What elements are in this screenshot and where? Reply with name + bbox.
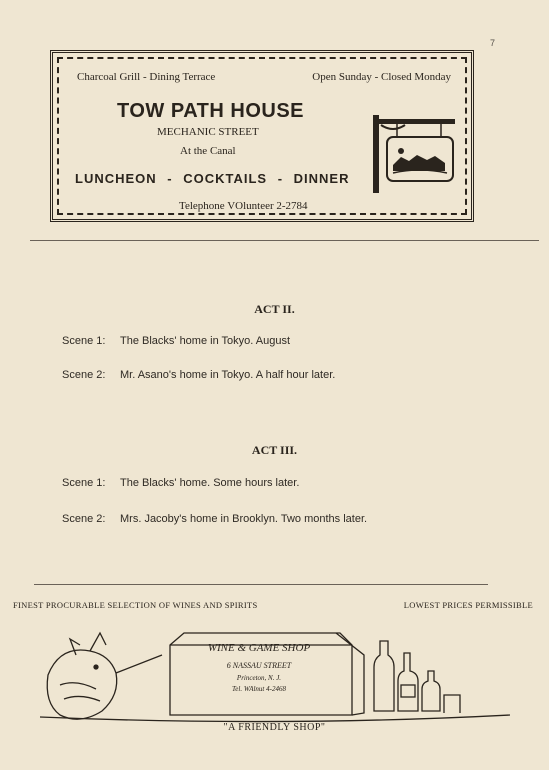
scene-description: Mr. Asano's home in Tokyo. A half hour later. <box>120 369 336 381</box>
game-bird-icon <box>47 633 162 719</box>
ad-left-note: Charcoal Grill - Dining Terrace <box>77 71 216 83</box>
restaurant-name: TOW PATH HOUSE <box>117 100 304 122</box>
scene-description: The Blacks' home. Some hours later. <box>120 477 300 489</box>
act-ii-scene-2 <box>62 369 335 381</box>
act-iii-title: ACT III. <box>251 443 298 457</box>
shop-name: WINE & GAME SHOP <box>207 642 311 654</box>
banner-left: FINEST PROCURABLE SELECTION OF WINES AND SPIRITS <box>13 600 258 610</box>
hanging-sign-icon <box>371 113 459 195</box>
scene-description: The Blacks' home in Tokyo. August <box>120 335 291 347</box>
restaurant-street: MECHANIC STREET <box>157 126 259 138</box>
shop-town: Princeton, N. J. <box>236 674 282 682</box>
page-number: 7 <box>490 38 496 48</box>
restaurant-location: At the Canal <box>180 145 236 157</box>
wine-shop-card <box>184 628 334 718</box>
wine-shop-banner <box>13 600 533 610</box>
bottom-divider <box>34 584 488 585</box>
act-ii-title: ACT II. <box>254 302 295 316</box>
ad-right-note: Open Sunday - Closed Monday <box>312 71 451 83</box>
tow-path-house-ad <box>50 50 474 222</box>
act-iii-scene-2 <box>62 513 367 525</box>
scene-number: Scene 2: <box>62 513 106 525</box>
shop-slogan: "A FRIENDLY SHOP" <box>223 722 326 733</box>
scene-description: Mrs. Jacoby's home in Brooklyn. Two months later. <box>120 513 368 525</box>
top-divider <box>30 240 539 241</box>
banner-right: LOWEST PRICES PERMISSIBLE <box>403 600 533 610</box>
act-iii-scene-1 <box>62 477 299 489</box>
shop-telephone: Tel. WAlnut 4-2468 <box>232 685 286 693</box>
shop-address: 6 NASSAU STREET <box>226 661 292 670</box>
scene-number: Scene 1: <box>62 335 106 347</box>
scene-number: Scene 2: <box>62 369 106 381</box>
scene-number: Scene 1: <box>62 477 106 489</box>
restaurant-telephone: Telephone VOlunteer 2-2784 <box>179 200 308 212</box>
restaurant-meals: LUNCHEON - COCKTAILS - DINNER <box>75 171 350 186</box>
act-ii-scene-1 <box>62 335 290 347</box>
